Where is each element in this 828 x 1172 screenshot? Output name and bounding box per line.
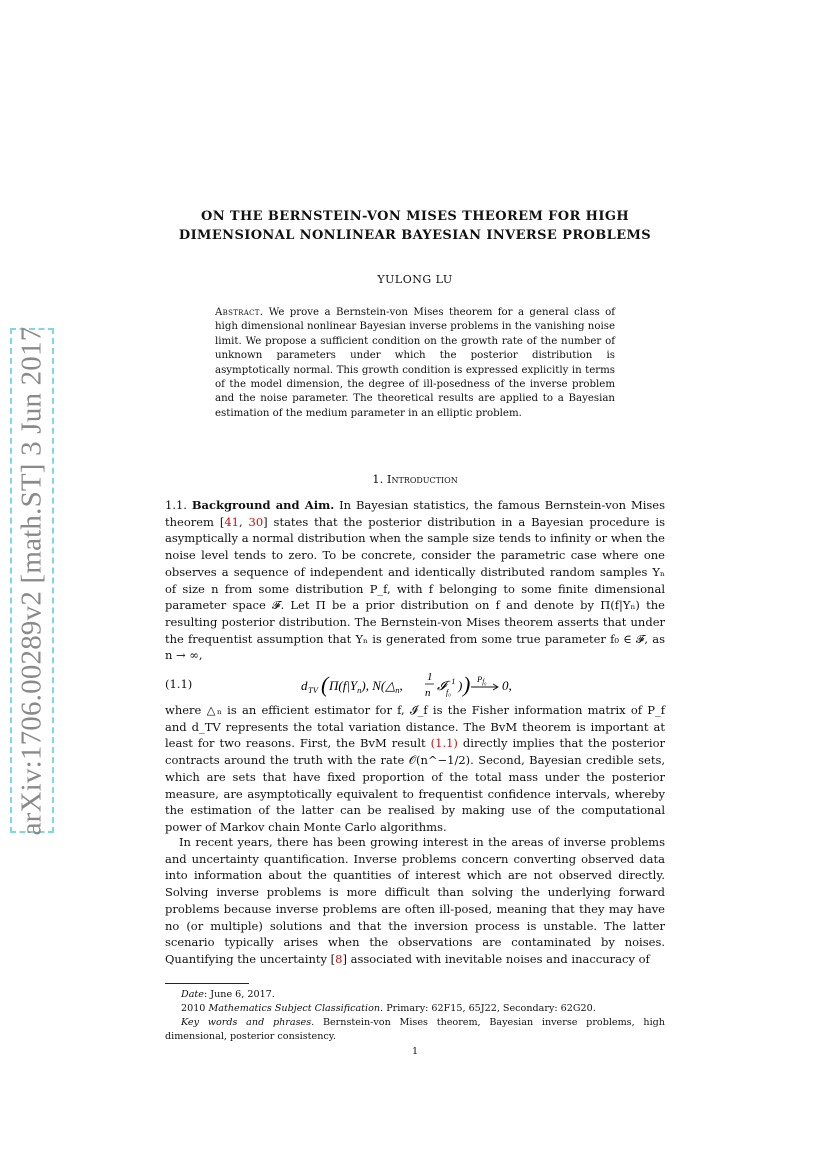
svg-text:Pf₀: $P_{f_0}$: [477, 674, 487, 686]
svg-text:−1: −1: [446, 677, 456, 686]
keywords-value: Bernstein-von Mises theorem, Bayesian inverse problems, high dimensional, posterior consistency.: [165, 1017, 665, 1042]
arxiv-identifier-text: arXiv:1706.00289v2 [math.ST] 3 Jun 2017: [15, 326, 48, 835]
msc-value: Primary: 62F15, 65J22, Secondary: 62G20.: [386, 1003, 596, 1014]
author-name: YULONG LU: [377, 273, 453, 286]
citation-link-30[interactable]: 30: [248, 514, 264, 529]
paragraph2-text-a: where △ₙ is an efficient estimator for f, 𝓘_f is the Fisher information matrix of P_f and d_TV represents the total variation distance. The BvM theorem is important at least for two reasons. First, the BvM result: [165, 703, 665, 751]
citation-link-8[interactable]: 8: [335, 951, 343, 966]
paragraph2-text-b: directly implies that the posterior contracts around the truth with the rate 𝒪(n^−1/2). Second, Bayesian credible sets, which are sets that have fixed proportion of the total mass under the posterior measure, are asymptotically equivalent to frequentist confidence intervals, whereby the estimation of the latter can be realised by making use of the computational power of Markov chain Monte Carlo algorithms.: [165, 736, 666, 834]
equation-reference-link[interactable]: (1.1): [430, 736, 458, 751]
citation-link-41[interactable]: 41: [224, 514, 239, 529]
title-line-1: ON THE BERNSTEIN-VON MISES THEOREM FOR HIGH: [200, 209, 629, 224]
equation-1-1: [165, 667, 665, 701]
footnote-keywords: [165, 1016, 665, 1044]
arxiv-identifier-stamp[interactable]: [10, 328, 54, 833]
equation-number: (1.1): [165, 677, 193, 691]
paragraph1-text-b: states that the posterior distribution in a Bayesian procedure is asymptically a normal distribution when the sample size tends to infinity or when the noise level tends to zero. To be concrete, consider the parametric case where one observes a sequence of independent and identically distributed random samples Yₙ of size n from some distribution P_f, with f belonging to some finite dimensional parameter space 𝓕. Let Π be a prior distribution on f and denote by Π(f|Yₙ) the resulting posterior distribution. The Bernstein-von Mises theorem asserts that under the frequentist assumption that Yₙ is generated from some true parameter f₀ ∈ 𝓕, as n → ∞,: [165, 514, 665, 663]
title-line-2: DIMENSIONAL NONLINEAR BAYESIAN INVERSE PROBLEMS: [178, 228, 652, 243]
paragraph3-text-a: In recent years, there has been growing interest in the areas of inverse problems and uncertainty quantification. Inverse problems concern converting observed data into information about the quantities of interest which are not observed directly. Solving inverse problems is more difficult than solving the underlying forward problems because inverse problems are often ill-posed, meaning that they may have no (or multiple) solutions and that the inversion process is unstable. The latter scenario typically arises when the observations are contaminated by noises. Quantifying the uncertainty: [165, 835, 665, 966]
svg-text:(: (: [321, 672, 329, 697]
svg-text:𝓘: 𝓘: [437, 678, 446, 693]
svg-text:Π(f|Yn), N(△n,: $\Pi(f|Y_n)$, $N(\triangle_n$,: [329, 678, 403, 695]
paragraph3-text-b: associated with inevitable noises and inaccuracy of: [350, 951, 650, 966]
svg-text:): ): [463, 672, 471, 697]
abstract: [215, 306, 615, 421]
svg-text:0,: 0,: [502, 678, 512, 693]
section-number: 1.: [372, 472, 384, 486]
paragraph1-text-a: In Bayesian statistics, the famous Bernstein-von Mises theorem: [165, 498, 666, 529]
svg-text:f₀: f₀: [446, 688, 452, 697]
page-number: 1: [411, 1046, 419, 1057]
footnote-divider: [165, 983, 249, 984]
date-label: Date: [181, 989, 204, 1000]
date-value: : June 6, 2017.: [203, 989, 275, 1000]
svg-text:1: 1: [427, 671, 433, 683]
abstract-heading: Abstract.: [215, 307, 264, 318]
section-heading: [165, 472, 665, 486]
footnote-date: [165, 988, 665, 1002]
equation-body: [301, 667, 561, 701]
subsection-title: Background and Aim.: [191, 498, 335, 512]
subsection-number: 1.1.: [165, 498, 187, 512]
abstract-text: We prove a Bernstein-von Mises theorem for a general class of high dimensional nonlinear Bayesian inverse problems in the vanishing noise limit. We propose a sufficient condition on the growth rate of the number of unknown parameters under which the posterior distribution is asymptotically normal. This growth condition is expressed explicitly in terms of the model dimension, the degree of ill-posedness of the inverse problem and the noise parameter. The theoretical results are applied to a Bayesian estimation of the medium parameter in an elliptic problem.: [215, 307, 615, 419]
msc-label: Mathematics Subject Classification.: [208, 1003, 384, 1014]
svg-text:d: d: [301, 678, 308, 693]
paragraph-bvm-importance: [165, 702, 665, 836]
footnotes: [165, 988, 665, 1044]
keywords-label: Key words and phrases.: [181, 1017, 315, 1028]
paper-title: [165, 207, 665, 245]
msc-prefix: 2010: [181, 1003, 206, 1014]
paragraph-background: 1.1. Background and Aim. In Bayesian statistics, the famous Bernstein-von Mises theorem [41, 30] states that the posterior distribution in a Bayesian procedure is asymptically a normal distribution when the sample size tends to infinity or when the noise level tends to zero. To be concrete, consider the parametric case where one observes a sequence of independent and identically distributed random samples Yₙ of size n from some distribution P_f, with f belonging to some finite dimensional parameter space 𝓕. Let Π be a prior distribution on f and denote by Π(f|Yₙ) the resulting posterior distribution. The Bernstein-von Mises theorem asserts that under the frequentist assumption that Yₙ is generated from some true parameter f₀ ∈ 𝓕, as n → ∞,: [165, 498, 666, 663]
paragraph-inverse-problems: In recent years, there has been growing interest in the areas of inverse problems and uncertainty quantification. Inverse problems concern converting observed data into information about the quantities of interest which are not observed directly. Solving inverse problems is more difficult than solving the underlying forward problems because inverse problems are often ill-posed, meaning that they may have no (or multiple) solutions and that the inversion process is unstable. The latter scenario typically arises when the observations are contaminated by noises. Quantifying the uncertainty [8] associated with inevitable noises and inaccuracy of: [165, 835, 665, 966]
section-title: Introduction: [386, 472, 458, 486]
footnote-msc: [165, 1002, 665, 1016]
svg-text:n: n: [425, 687, 431, 699]
svg-text:): ): [458, 678, 463, 693]
svg-text:TV: TV: [308, 685, 318, 695]
